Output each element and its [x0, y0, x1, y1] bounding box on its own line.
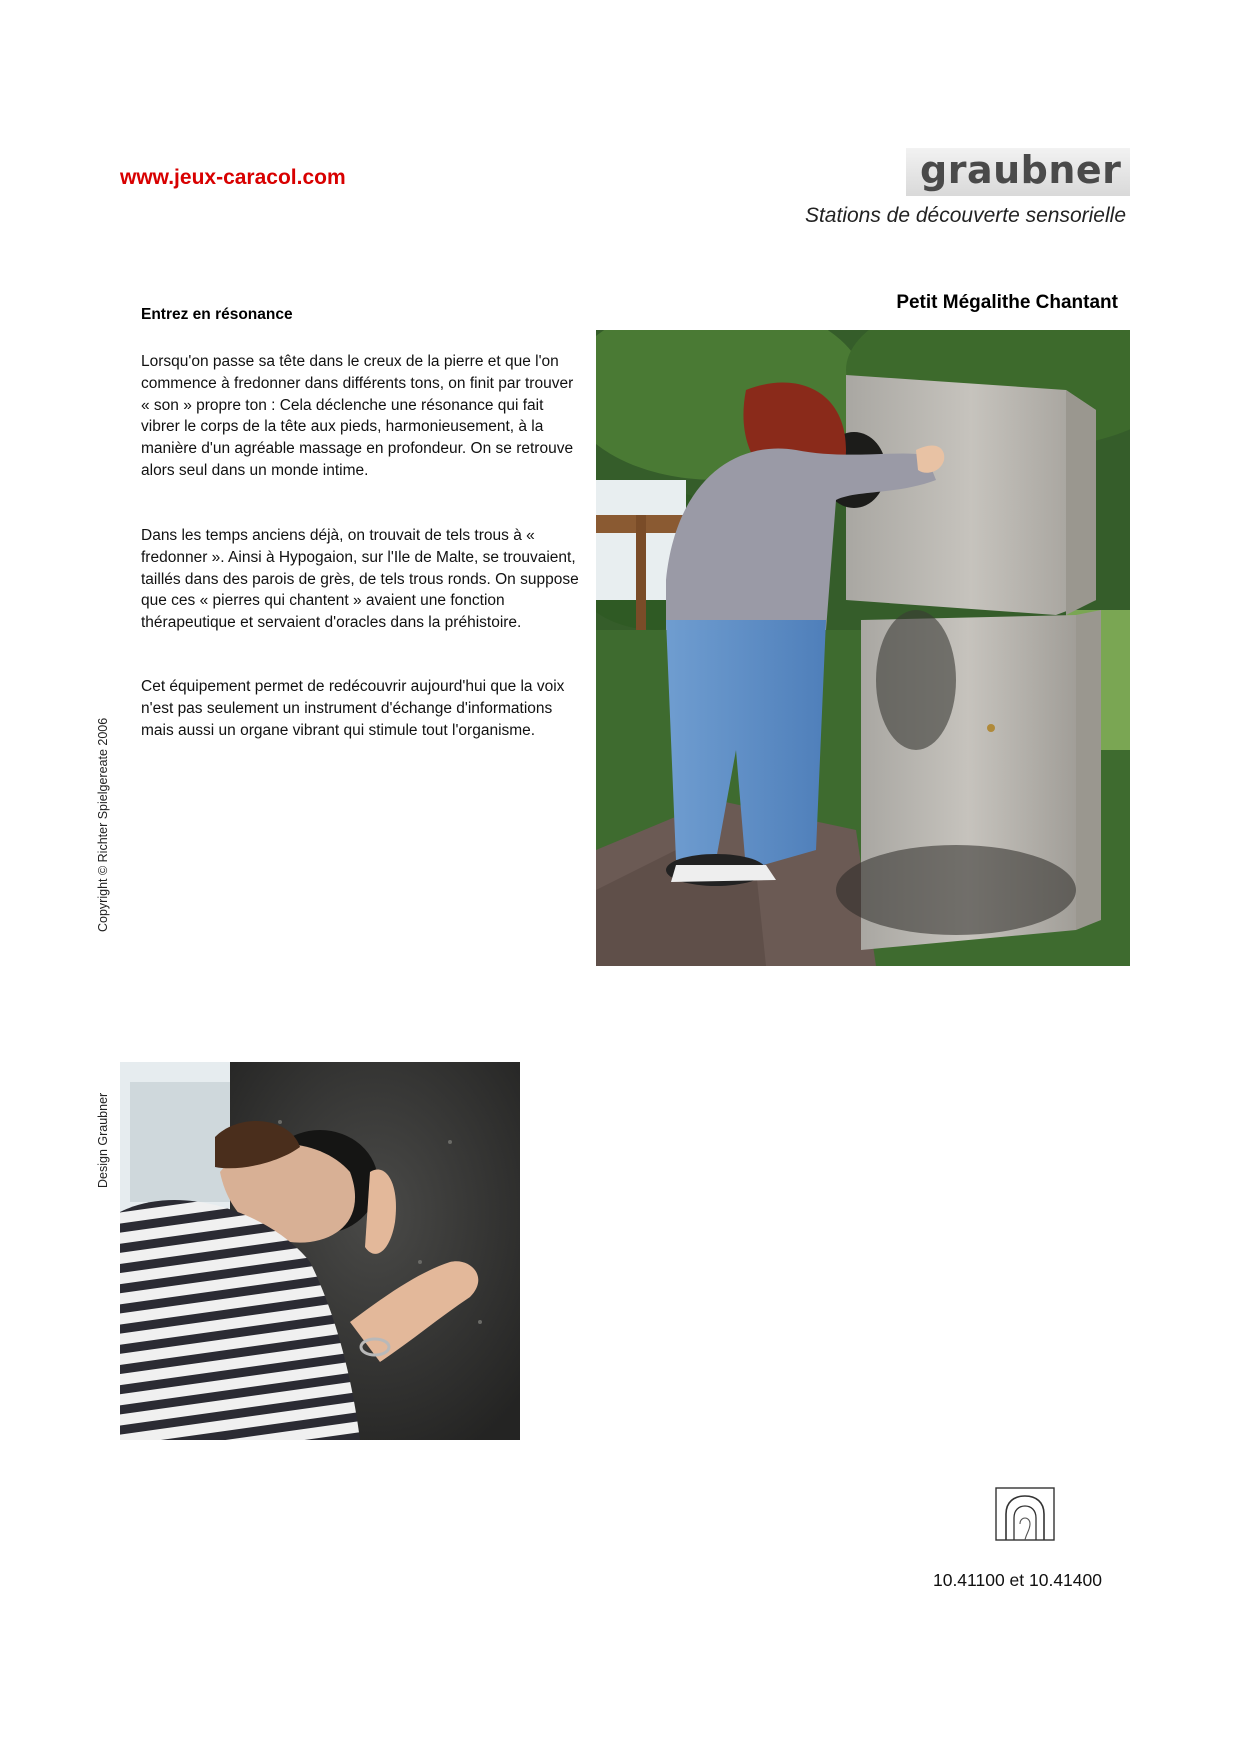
copyright-notice: Copyright © Richter Spielgereate 2006 — [96, 717, 110, 932]
article-numbers: 10.41100 et 10.41400 — [932, 1570, 1102, 1590]
brand-logo — [906, 148, 1130, 196]
design-credit: Design Graubner — [96, 1092, 110, 1188]
section-heading: Entrez en résonance — [141, 306, 293, 323]
head-in-stone-icon — [992, 1484, 1060, 1548]
paragraph-1: Lorsqu'on passe sa tête dans le creux de la pierre et que l'on commence à fredonner dans différents tons, on finit par trouver « son » propre ton : Cela déclenche une résonance qui fait vibrer le corps de la tête aux pieds, harmonieusement, à la manière d'un agréable massage en profondeur. On se retrouve alors seul dans un monde intime. — [141, 353, 574, 479]
product-title: Petit Mégalithe Chantant — [896, 292, 1118, 313]
paragraph-2: Dans les temps anciens déjà, on trouvait de tels trous à « fredonner ». Ainsi à Hypogaion, sur l'Ile de Malte, se trouvaient, taillés dans des parois de grès, de tels trous ronds. On suppose que ces « pierres qui chantent » avaient une fonction thérapeutique et servaient d'oracles dans la préhistoire. — [141, 527, 579, 632]
product-photo-main — [596, 330, 1130, 966]
brand-logo-text: graubner — [920, 148, 1122, 192]
website-link[interactable]: www.jeux-caracol.com — [120, 166, 346, 189]
page-subtitle: Stations de découverte sensorielle — [804, 204, 1126, 227]
paragraph-3: Cet équipement permet de redécouvrir aujourd'hui que la voix n'est pas seulement un instrument d'échange d'informations mais aussi un organe vibrant qui stimule tout l'organisme. — [141, 678, 565, 739]
product-photo-detail — [120, 1062, 520, 1440]
